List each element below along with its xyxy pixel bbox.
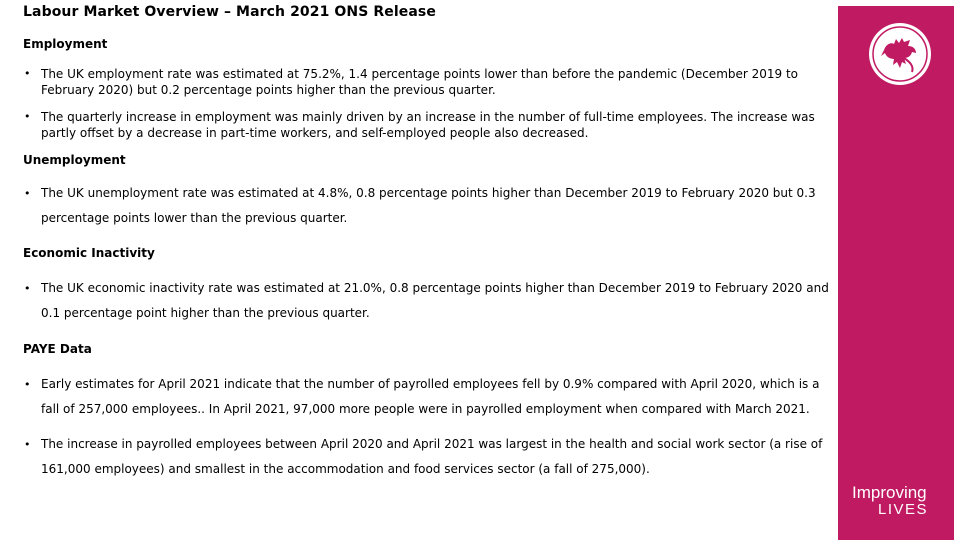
brand-tagline [852, 484, 948, 517]
tagline-line-1: Improving [852, 483, 927, 502]
bullet-text: The quarterly increase in employment was mainly driven by an increase in the number of full-time employees. The increase was partly offset by a decrease in part-time workers, and self-employed people also decreased. [41, 110, 815, 140]
tagline-line-2: LIVES [878, 501, 929, 518]
bullet-marker: • [24, 282, 31, 295]
welsh-dragon-icon [866, 20, 934, 88]
bullet-text: The increase in payrolled employees between April 2020 and April 2021 was largest in the health and social work sector (a rise of 161,000 employees) and smallest in the accommodation and food services sector (a fall of 275,000). [41, 437, 823, 476]
bullet-marker: • [24, 378, 31, 391]
bullet-marker: • [24, 187, 31, 200]
list-item [24, 372, 836, 422]
list-item [24, 109, 836, 141]
bullet-text: Early estimates for April 2021 indicate that the number of payrolled employees fell by 0.9% compared with April 2020, which is a fall of 257,000 employees.. In April 2021, 97,000 more people were in payrolled employment when compared with March 2021. [41, 377, 820, 416]
list-item [24, 66, 836, 98]
bullet-text: The UK economic inactivity rate was estimated at 21.0%, 0.8 percentage points higher than December 2019 to February 2020 and 0.1 percentage point higher than the previous quarter. [41, 281, 829, 320]
bullet-marker: • [24, 110, 31, 123]
list-item [24, 432, 836, 482]
section-heading-employment: Employment [23, 37, 108, 51]
bullet-marker: • [24, 438, 31, 451]
section-heading-paye-data: PAYE Data [23, 342, 92, 356]
bullet-text: The UK unemployment rate was estimated at 4.8%, 0.8 percentage points higher than December 2019 to February 2020 but 0.3 percentage points lower than the previous quarter. [41, 186, 816, 225]
section-heading-unemployment: Unemployment [23, 153, 126, 167]
list-item [24, 276, 836, 326]
section-heading-economic-inactivity: Economic Inactivity [23, 246, 155, 260]
page-title: Labour Market Overview – March 2021 ONS Release [23, 4, 436, 20]
bullet-marker: • [24, 67, 31, 80]
bullet-text: The UK employment rate was estimated at 75.2%, 1.4 percentage points lower than before the pandemic (December 2019 to February 2020) but 0.2 percentage points higher than the previous quarter. [41, 67, 799, 97]
list-item [24, 181, 836, 231]
